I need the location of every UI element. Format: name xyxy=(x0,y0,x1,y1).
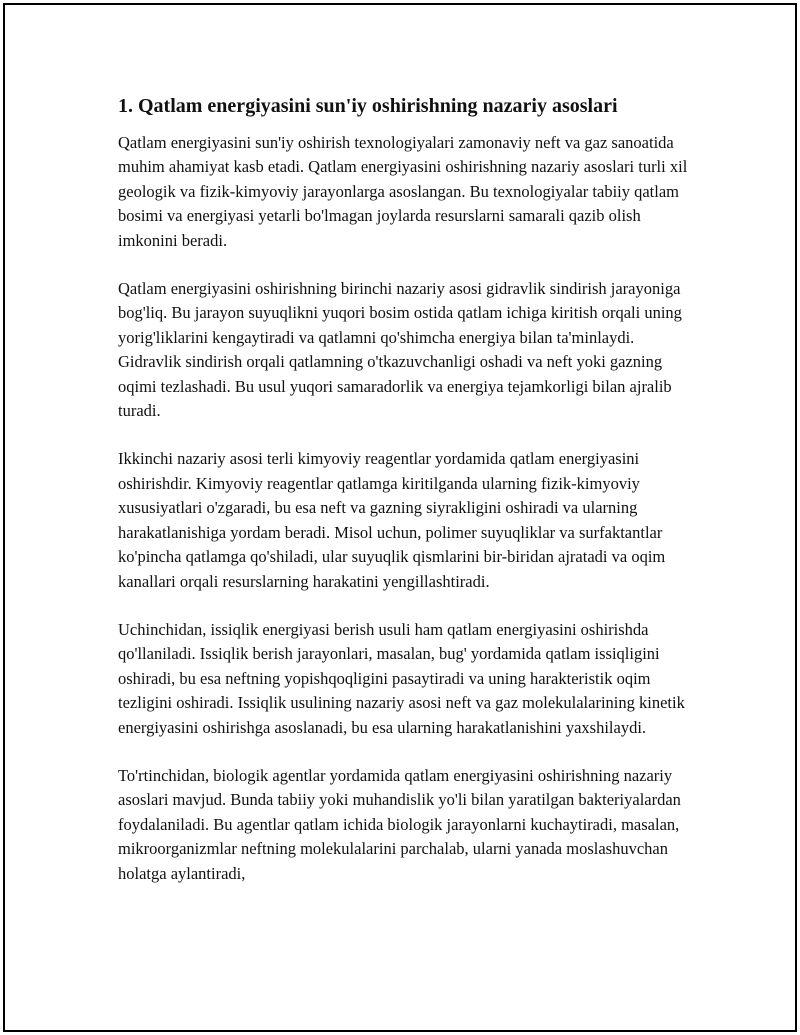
paragraph-1: Qatlam energiyasini sun'iy oshirish texnologiyalari zamonaviy neft va gaz sanoatida muhim ahamiyat kasb etadi. Qatlam energiyasini oshirishning nazariy asoslari turli xil geologik va fizik-kimyoviy jarayonlarga asoslangan. Bu texnologiyalar tabiiy qatlam bosimi va energiyasi yetarli bo'lmagan joylarda resurslarni samarali qazib olish imkonini beradi. xyxy=(118,133,688,250)
paragraph-4: Uchinchidan, issiqlik energiyasi berish usuli ham qatlam energiyasini oshirishda qo'llaniladi. Issiqlik berish jarayonlari, masalan, bug' yordamida qatlam issiqligini oshiradi, bu esa neftning yopishqoqligini pasaytiradi va uning harakteristik oqim tezligini oshiradi. Issiqlik usulining nazariy asosi neft va gaz molekulalarining kinetik energiyasini oshirishga asoslanadi, bu esa ularning harakatlanishini yaxshilaydi. xyxy=(118,619,685,737)
paragraph-5: To'rtinchidan, biologik agentlar yordamida qatlam energiyasini oshirishning nazariy asoslari mavjud. Bunda tabiiy yoki muhandislik yo'li bilan yaratilgan bakteriyalardan foydalaniladi. Bu agentlar qatlam ichida biologik jarayonlarni kuchaytiradi, masalan, mikroorganizmlar neftning molekulalarini parchalab, ularni yanada moslashuvchan holatga aylantiradi, xyxy=(118,765,681,883)
paragraph-3: Ikkinchi nazariy asosi terli kimyoviy reagentlar yordamida qatlam energiyasini oshirishdir. Kimyoviy reagentlar qatlamga kiritilganda ularning fizik-kimyoviy xususiyatlari o'zgaradi, bu esa neft va gazning siyrakligini oshiradi va ularning harakatlanishiga yordam beradi. Misol uchun, polimer suyuqliklar va surfaktantlar ko'pincha qatlamga qo'shiladi, ular suyuqlik qismlarini bir-biridan ajratadi va oqim kanallari orqali resurslarning harakatini yengillashtiradi. xyxy=(118,449,666,591)
paragraph-2: Qatlam energiyasini oshirishning birinchi nazariy asosi gidravlik sindirish jarayoniga bog'liq. Bu jarayon suyuqlikni yuqori bosim ostida qatlam ichiga kiritish orqali uning yorig'liklarini kengaytiradi va qatlamni qo'shimcha energiya bilan ta'minlaydi. Gidravlik sindirish orqali qatlamning o'tkazuvchanligi oshadi va neft yoki gazning oqimi tezlashadi. Bu usul yuqori samaradorlik va energiya tejamkorligi bilan ajralib turadi. xyxy=(118,279,682,421)
document-body xyxy=(118,93,688,910)
section-heading: 1. Qatlam energiyasini sun'iy oshirishning nazariy asoslari xyxy=(118,95,618,117)
